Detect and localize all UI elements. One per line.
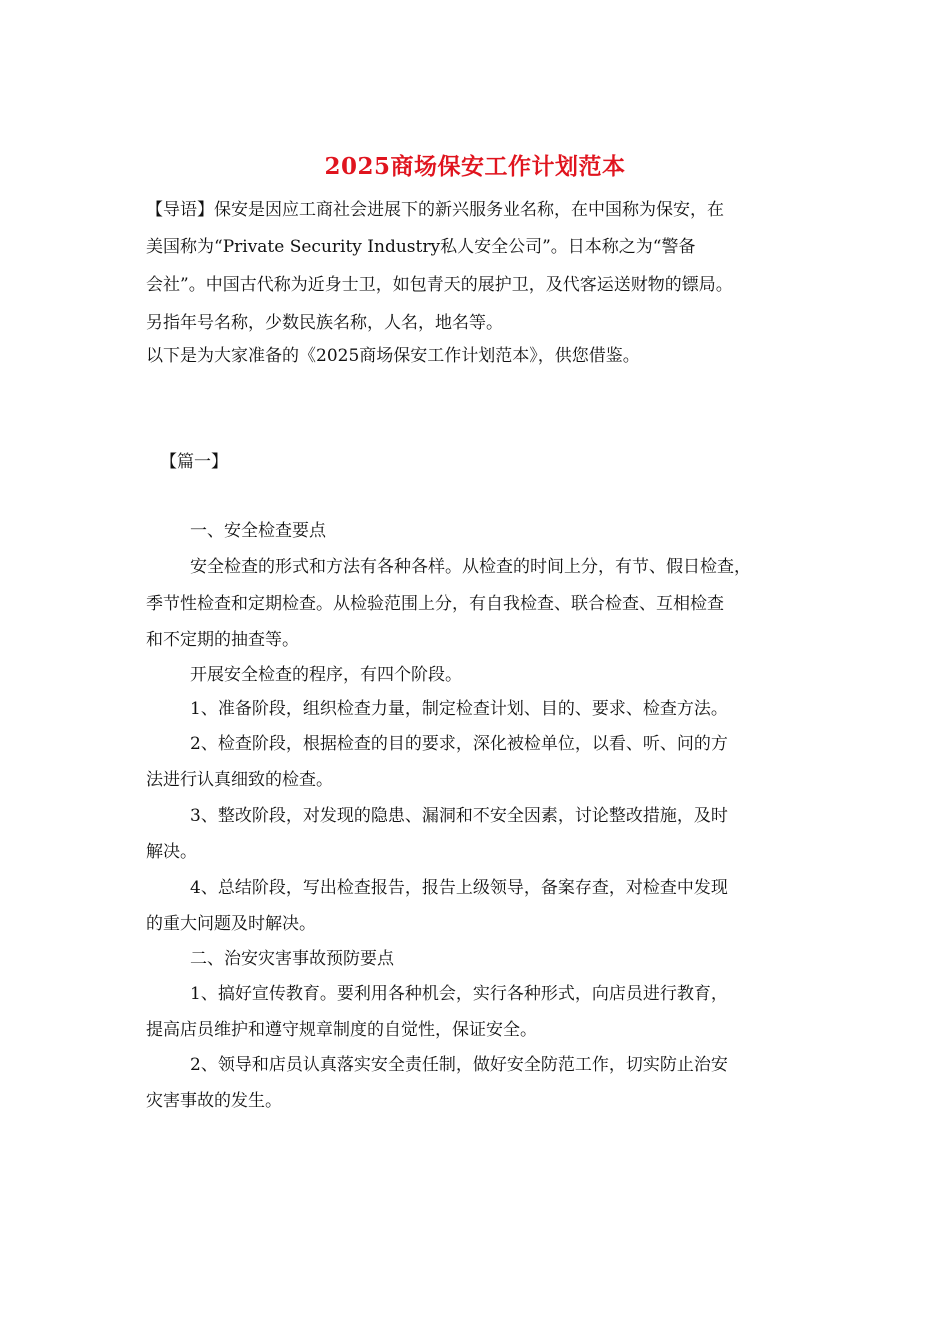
intro-line: 以下是为大家准备的《2025商场保安工作计划范本》，供您借鉴。 [146, 346, 640, 366]
document-title: 2025商场保安工作计划范本 [324, 153, 626, 180]
body-line: 1、准备阶段，组织检查力量，制定检查计划、目的、要求、检查方法。 [190, 699, 728, 719]
section-label: 【篇一】 [160, 452, 228, 472]
body-line: 法进行认真细致的检查。 [146, 770, 333, 790]
intro-line: 另指年号名称，少数民族名称，人名，地名等。 [146, 313, 503, 333]
body-line: 1、搞好宣传教育。要利用各种机会，实行各种形式，向店员进行教育， [190, 984, 728, 1004]
intro-line: 【导语】保安是因应工商社会进展下的新兴服务业名称，在中国称为保安，在 [146, 200, 724, 220]
body-line: 开展安全检查的程序，有四个阶段。 [190, 665, 462, 685]
intro-line: 会社”。中国古代称为近身士卫，如包青天的展护卫，及代客运送财物的镖局。 [146, 275, 733, 295]
body-line: 4、总结阶段，写出检查报告，报告上级领导，备案存查，对检查中发现 [190, 878, 728, 898]
body-line: 和不定期的抽查等。 [146, 630, 299, 650]
body-line: 2、领导和店员认真落实安全责任制，做好安全防范工作，切实防止治安 [190, 1055, 728, 1075]
body-line: 3、整改阶段，对发现的隐患、漏洞和不安全因素，讨论整改措施，及时 [190, 806, 728, 826]
body-line: 灾害事故的发生。 [146, 1091, 282, 1111]
body-heading: 二、治安灾害事故预防要点 [190, 949, 394, 969]
body-line: 的重大问题及时解决。 [146, 914, 316, 934]
intro-line: 美国称为“Private Security Industry私人安全公司”。日本称之为“警备 [146, 237, 696, 257]
body-line: 提高店员维护和遵守规章制度的自觉性，保证安全。 [146, 1020, 537, 1040]
body-line: 2、检查阶段，根据检查的目的要求，深化被检单位，以看、听、问的方 [190, 734, 728, 754]
body-line: 安全检查的形式和方法有各种各样。从检查的时间上分，有节、假日检查， [190, 557, 751, 577]
body-line: 季节性检查和定期检查。从检验范围上分，有自我检查、联合检查、互相检查 [146, 594, 724, 614]
body-heading: 一、安全检查要点 [190, 521, 326, 541]
body-line: 解决。 [146, 842, 197, 862]
